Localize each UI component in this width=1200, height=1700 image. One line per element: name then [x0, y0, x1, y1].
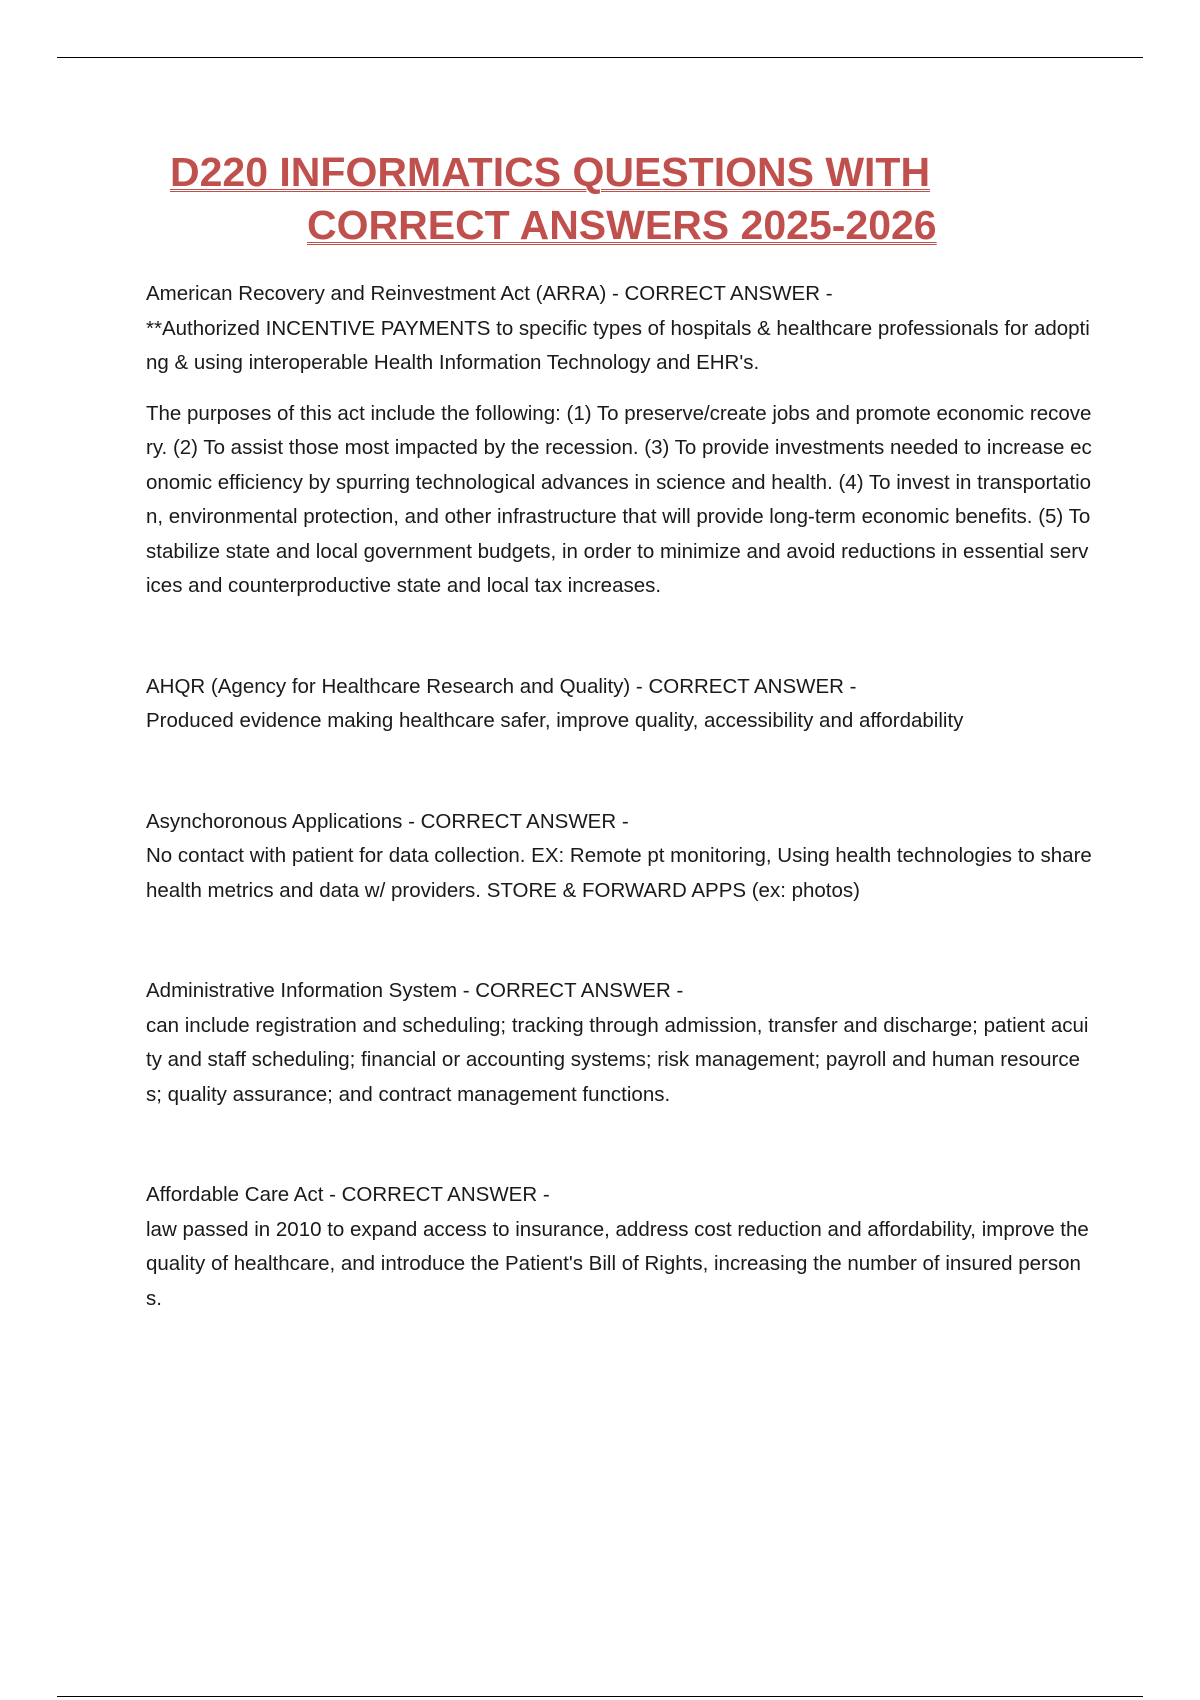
- answer-detail-text: The purposes of this act include the following: (1) To preserve/create jobs and promote economic recovery. (2) To assist those most impacted by the recession. (3) To provide investments needed to increase economic efficiency by spurring technological advances in science and health. (4) To invest in transportation, environmental protection, and other infrastructure that will provide long-term economic benefits. (5) To stabilize state and local government budgets, in order to minimize and avoid reductions in essential services and counterproductive state and local tax increases.: [146, 401, 1092, 597]
- qa-entry-ahqr: [146, 670, 1092, 739]
- question-text: Asynchoronous Applications - CORRECT ANSWER -: [146, 809, 629, 833]
- entry-spacer: [146, 739, 1092, 805]
- qa-entry-arra: [146, 277, 1092, 604]
- footer-rule: [57, 1696, 1143, 1697]
- entry-spacer: [146, 908, 1092, 974]
- header-rule: [57, 57, 1143, 58]
- question-text: Affordable Care Act - CORRECT ANSWER -: [146, 1183, 550, 1206]
- question-text: Administrative Information System - CORRECT ANSWER -: [146, 979, 684, 1002]
- qa-entry-asynchronous: [146, 805, 1092, 909]
- entry-spacer: [146, 604, 1092, 670]
- title-line-2: CORRECT ANSWERS 2025-2026: [307, 202, 937, 248]
- answer-text: **Authorized INCENTIVE PAYMENTS to specific types of hospitals & healthcare professionals for adopting & using interoperable Health Information Technology and EHR's.: [146, 316, 1090, 374]
- question-text: American Recovery and Reinvestment Act (ARRA) - CORRECT ANSWER -: [146, 282, 833, 305]
- answer-text: No contact with patient for data collection. EX: Remote pt monitoring, Using health technologies to share health metrics and data w/ providers. STORE & FORWARD APPS (ex: photos): [146, 844, 1092, 902]
- qa-entry-administrative: [146, 974, 1092, 1112]
- document-body: [146, 277, 1092, 1316]
- title-line-1: D220 INFORMATICS QUESTIONS WITH: [170, 149, 931, 195]
- entry-spacer: [146, 1112, 1092, 1178]
- answer-text: can include registration and scheduling; tracking through admission, transfer and discharge; patient acuity and staff scheduling; financial or accounting systems; risk management; payroll and human resources; quality assurance; and contract management functions.: [146, 1013, 1089, 1106]
- question-text: AHQR (Agency for Healthcare Research and Quality) - CORRECT ANSWER -: [146, 674, 857, 698]
- answer-text: Produced evidence making healthcare safer, improve quality, accessibility and affordability: [146, 709, 964, 732]
- answer-text: law passed in 2010 to expand access to insurance, address cost reduction and affordability, improve the quality of healthcare, and introduce the Patient's Bill of Rights, increasing the number of insured persons.: [146, 1217, 1089, 1310]
- qa-entry-aca: [146, 1178, 1092, 1316]
